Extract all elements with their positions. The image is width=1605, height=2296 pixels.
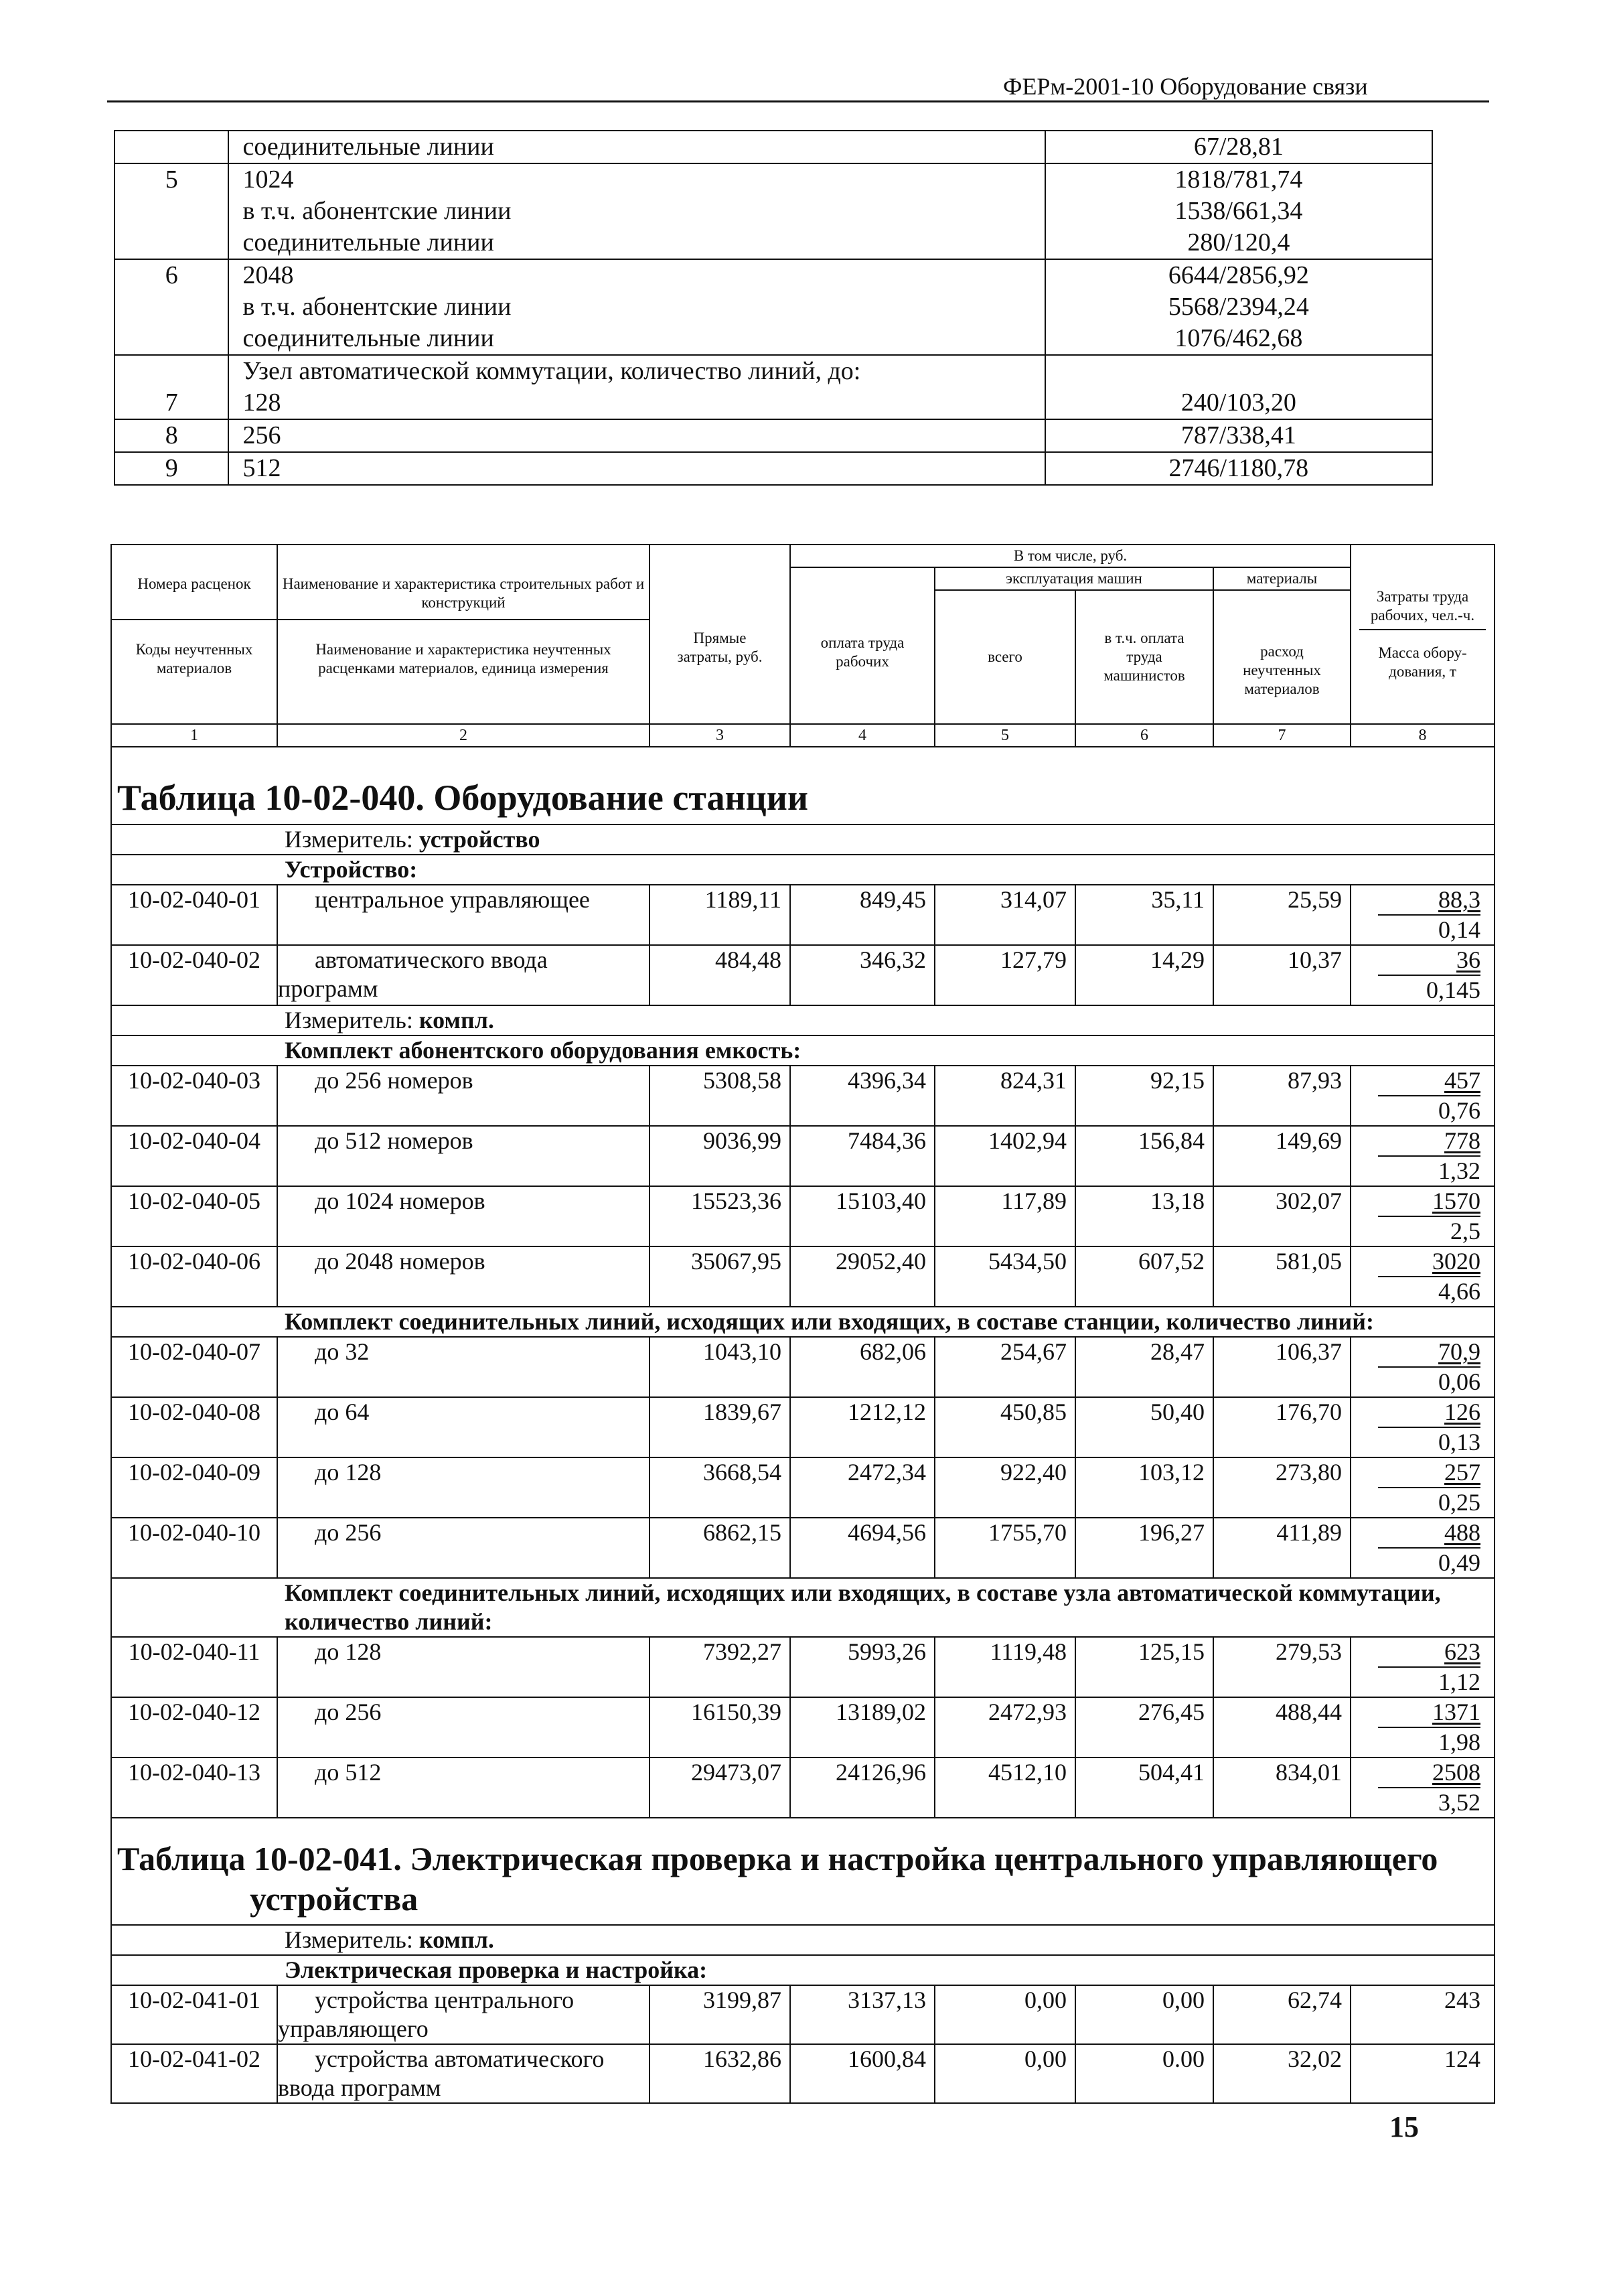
rate-name-line: управляющего (278, 2015, 429, 2042)
cost-mach-labor: 0.00 (1075, 2044, 1213, 2103)
column-number: 7 (1213, 724, 1351, 747)
rate-name-line: до 32 (315, 1338, 370, 1365)
cost-mat: 273,80 (1213, 1457, 1351, 1518)
cost-direct: 29473,07 (649, 1757, 790, 1818)
continuation-table (114, 130, 1433, 486)
cost-direct: 6862,15 (649, 1518, 790, 1578)
cost-mach: 450,85 (935, 1397, 1075, 1457)
rate-code: 10-02-040-06 (111, 1246, 277, 1307)
labor-hours: 88,3 (1438, 886, 1481, 913)
cost-direct: 7392,27 (649, 1637, 790, 1697)
equipment-mass: 2,5 (1378, 1216, 1480, 1246)
cost-mach-labor: 607,52 (1075, 1246, 1213, 1307)
rate-name-line: до 512 номеров (315, 1127, 473, 1154)
labor-hours: 2508 (1432, 1759, 1481, 1786)
cost-mat: 581,05 (1213, 1246, 1351, 1307)
labor-and-mass (1351, 1518, 1495, 1578)
column-number: 1 (111, 724, 277, 747)
cost-labor: 2472,34 (790, 1457, 935, 1518)
cost-direct: 5308,58 (649, 1066, 790, 1126)
description-line: соединительные линии (242, 324, 494, 352)
cost-mat: 149,69 (1213, 1126, 1351, 1186)
cost-mach-labor: 35,11 (1075, 885, 1213, 945)
description-line: 2048 (242, 261, 294, 289)
cost-mat: 62,74 (1213, 1985, 1351, 2044)
column-number: 2 (277, 724, 649, 747)
cost-mat: 279,53 (1213, 1637, 1351, 1697)
column-number: 8 (1351, 724, 1495, 747)
rate-code: 10-02-040-07 (111, 1337, 277, 1397)
header-machines-total: всего (935, 590, 1075, 724)
header-name (277, 545, 649, 724)
rate-name-line: до 1024 номеров (315, 1188, 485, 1214)
cost-mach: 2472,93 (935, 1697, 1075, 1757)
rate-code: 10-02-040-05 (111, 1186, 277, 1246)
row-description (228, 163, 1045, 259)
row-values (1045, 452, 1432, 485)
cost-labor: 7484,36 (790, 1126, 935, 1186)
labor-hours: 778 (1444, 1127, 1481, 1154)
row-values (1045, 163, 1432, 259)
rate-name-line: до 512 (315, 1759, 382, 1786)
full-width-row (111, 1307, 1495, 1337)
table-row (111, 2044, 1495, 2103)
description-line: в т.ч. абонентские линии (242, 197, 512, 225)
row-description (228, 131, 1045, 163)
header-material-name: Наименование и характеристика неучтенных расценками материалов, единица измерения (315, 641, 611, 676)
rate-name-line: программ (278, 975, 378, 1002)
cost-mach: 5434,50 (935, 1246, 1075, 1307)
cost-mat: 488,44 (1213, 1697, 1351, 1757)
cost-labor: 24126,96 (790, 1757, 935, 1818)
cost-labor: 5993,26 (790, 1637, 935, 1697)
table-row (111, 1985, 1495, 2044)
full-width-row (111, 1005, 1495, 1035)
equipment-mass: 0,49 (1378, 1547, 1480, 1577)
section-heading: Электрическая проверка и настройка: (111, 1955, 1495, 1985)
value-line: 1076/462,68 (1174, 324, 1303, 352)
rate-code: 10-02-040-02 (111, 945, 277, 1005)
labor-and-mass (1351, 1246, 1495, 1307)
header-materials: материалы (1213, 567, 1351, 590)
cost-mach-labor: 504,41 (1075, 1757, 1213, 1818)
rate-name (277, 1518, 649, 1578)
cost-mach-labor: 103,12 (1075, 1457, 1213, 1518)
description-line: соединительные линии (242, 133, 494, 161)
rate-name-line: до 2048 номеров (315, 1248, 485, 1275)
rate-code: 10-02-040-12 (111, 1697, 277, 1757)
description-line: в т.ч. абонентские линии (242, 293, 512, 321)
equipment-mass: 0,13 (1378, 1427, 1480, 1457)
header-material-codes: Коды неучтенных материалов (135, 641, 253, 676)
cost-mat: 32,02 (1213, 2044, 1351, 2103)
rate-name-line: до 128 (315, 1459, 382, 1486)
column-numbers-row (111, 724, 1495, 747)
section-heading: Комплект соединительных линий, исходящих или входящих, в составе станции, количество линий: (111, 1307, 1495, 1337)
unit-of-measure (111, 824, 1495, 855)
equipment-mass: 0,14 (1378, 914, 1480, 944)
row-values (1045, 131, 1432, 163)
rate-name-line: до 128 (315, 1638, 382, 1665)
table-row (111, 885, 1495, 945)
equipment-mass: 0,145 (1378, 975, 1480, 1005)
header-direct-costs: Прямые затраты, руб. (649, 545, 790, 724)
labor-hours: 243 (1444, 1987, 1481, 2013)
equipment-mass: 1,32 (1378, 1155, 1480, 1186)
cost-mach: 824,31 (935, 1066, 1075, 1126)
full-width-row (111, 1925, 1495, 1955)
measure-unit: устройство (418, 826, 540, 853)
row-number: 5 (114, 163, 228, 259)
row-values (1045, 419, 1432, 452)
labor-hours: 457 (1444, 1067, 1481, 1094)
cost-mach-labor: 196,27 (1075, 1518, 1213, 1578)
cost-mat: 411,89 (1213, 1518, 1351, 1578)
labor-and-mass (1351, 1397, 1495, 1457)
cost-mat: 302,07 (1213, 1186, 1351, 1246)
rate-code: 10-02-040-04 (111, 1126, 277, 1186)
continuation-row (114, 452, 1432, 485)
price-table (110, 544, 1495, 2104)
rate-name (277, 1985, 649, 2044)
row-description (228, 452, 1045, 485)
cost-mat: 87,93 (1213, 1066, 1351, 1126)
cost-mach: 1119,48 (935, 1637, 1075, 1697)
value-line: 787/338,41 (1180, 421, 1296, 449)
rate-name (277, 1757, 649, 1818)
row-number: 9 (114, 452, 228, 485)
cost-mach-labor: 50,40 (1075, 1397, 1213, 1457)
labor-and-mass (1351, 1985, 1495, 2044)
table-row (111, 1246, 1495, 1307)
row-number: 6 (114, 259, 228, 355)
rate-name-line: центральное управляющее (315, 886, 590, 913)
value-line: 5568/2394,24 (1168, 293, 1309, 321)
rate-name (277, 2044, 649, 2103)
cost-mach: 127,79 (935, 945, 1075, 1005)
description-line: соединительные линии (242, 228, 494, 257)
running-header: ФЕРм-2001-10 Оборудование связи (1003, 73, 1368, 100)
full-width-row (111, 824, 1495, 855)
section-heading: Комплект абонентского оборудования емкость: (111, 1035, 1495, 1066)
measure-unit: компл. (418, 1926, 494, 1953)
labor-hours: 488 (1444, 1519, 1481, 1546)
rate-name (277, 1066, 649, 1126)
rate-code: 10-02-040-10 (111, 1518, 277, 1578)
table-row (111, 1518, 1495, 1578)
cost-direct: 16150,39 (649, 1697, 790, 1757)
value-line (1046, 356, 1432, 387)
cost-mach: 117,89 (935, 1186, 1075, 1246)
equipment-mass: 1,98 (1378, 1727, 1480, 1757)
rate-name-line: до 256 (315, 1519, 382, 1546)
measure-unit: компл. (418, 1007, 494, 1033)
labor-and-mass (1351, 1637, 1495, 1697)
header-labor-mass (1351, 545, 1495, 724)
value-line: 1818/781,74 (1174, 165, 1303, 194)
table-row (111, 945, 1495, 1005)
equipment-mass: 4,66 (1378, 1276, 1480, 1306)
rate-name-line: устройства автоматического (315, 2046, 605, 2072)
rate-name-line: до 64 (315, 1398, 370, 1425)
description-line: 512 (242, 454, 281, 482)
rate-name-line: до 256 номеров (315, 1067, 473, 1094)
cost-direct: 1632,86 (649, 2044, 790, 2103)
rate-name (277, 1246, 649, 1307)
rate-name-line: ввода программ (278, 2074, 441, 2101)
cost-mat: 176,70 (1213, 1397, 1351, 1457)
cost-mach-labor: 125,15 (1075, 1637, 1213, 1697)
labor-hours: 1570 (1432, 1188, 1481, 1214)
cost-mach: 314,07 (935, 885, 1075, 945)
column-number: 5 (935, 724, 1075, 747)
labor-hours: 1371 (1432, 1699, 1481, 1725)
cost-labor: 15103,40 (790, 1186, 935, 1246)
cost-direct: 1043,10 (649, 1337, 790, 1397)
continuation-row (114, 163, 1432, 259)
cost-labor: 29052,40 (790, 1246, 935, 1307)
description-line: 256 (242, 421, 281, 449)
row-values (1045, 259, 1432, 355)
full-width-row (111, 1578, 1495, 1637)
cost-direct: 9036,99 (649, 1126, 790, 1186)
cost-labor: 13189,02 (790, 1697, 935, 1757)
cost-direct: 3199,87 (649, 1985, 790, 2044)
cost-mach-labor: 276,45 (1075, 1697, 1213, 1757)
header-rule (107, 100, 1489, 102)
unit-of-measure (111, 1005, 1495, 1035)
description-line: 128 (242, 388, 281, 417)
equipment-mass: 0,76 (1378, 1095, 1480, 1125)
rate-name-line: автоматического ввода (315, 946, 548, 973)
rate-code: 10-02-040-13 (111, 1757, 277, 1818)
measure-label: Измеритель: (285, 826, 419, 853)
row-description (228, 259, 1045, 355)
cost-mat: 106,37 (1213, 1337, 1351, 1397)
labor-hours: 124 (1444, 2046, 1481, 2072)
cost-mach: 0,00 (935, 2044, 1075, 2103)
header-row-1 (111, 545, 1495, 567)
rate-name (277, 1126, 649, 1186)
cost-direct: 1839,67 (649, 1397, 790, 1457)
cost-mach: 4512,10 (935, 1757, 1075, 1818)
continuation-row (114, 419, 1432, 452)
rate-name (277, 1457, 649, 1518)
rate-code: 10-02-040-03 (111, 1066, 277, 1126)
continuation-row (114, 259, 1432, 355)
row-number (114, 131, 228, 163)
labor-and-mass (1351, 1457, 1495, 1518)
rate-code: 10-02-040-08 (111, 1397, 277, 1457)
table-row (111, 1637, 1495, 1697)
cost-labor: 4694,56 (790, 1518, 935, 1578)
description-line: 1024 (242, 165, 294, 194)
table-row (111, 1757, 1495, 1818)
title-line: Таблица 10-02-041. Электрическая проверка и настройка центрального управляющего (117, 1840, 1438, 1877)
header-rates-codes (111, 545, 277, 724)
full-width-row (111, 747, 1495, 824)
value-line: 6644/2856,92 (1168, 261, 1309, 289)
labor-hours: 70,9 (1438, 1338, 1481, 1365)
labor-and-mass (1351, 2044, 1495, 2103)
rate-code: 10-02-040-01 (111, 885, 277, 945)
cost-mach-labor: 0,00 (1075, 1985, 1213, 2044)
table-row (111, 1066, 1495, 1126)
header-including: В том числе, руб. (790, 545, 1351, 567)
header-workers-pay: оплата труда рабочих (790, 567, 935, 724)
rate-name (277, 1397, 649, 1457)
row-number: 8 (114, 419, 228, 452)
labor-and-mass (1351, 945, 1495, 1005)
full-width-row (111, 1818, 1495, 1925)
cost-direct: 15523,36 (649, 1186, 790, 1246)
cost-labor: 1212,12 (790, 1397, 935, 1457)
labor-hours: 623 (1444, 1638, 1481, 1665)
section-heading: Комплект соединительных линий, исходящих или входящих, в составе узла автоматической коммутации, количество линий: (111, 1578, 1495, 1637)
rate-name (277, 945, 649, 1005)
cost-mach: 254,67 (935, 1337, 1075, 1397)
unit-of-measure (111, 1925, 1495, 1955)
labor-and-mass (1351, 1337, 1495, 1397)
cost-labor: 682,06 (790, 1337, 935, 1397)
header-unaccounted-materials: расход неучтенных материалов (1213, 590, 1351, 724)
labor-and-mass (1351, 1126, 1495, 1186)
equipment-mass: 0,25 (1378, 1487, 1480, 1517)
rate-code: 10-02-041-01 (111, 1985, 277, 2044)
labor-and-mass (1351, 1066, 1495, 1126)
cost-mach-labor: 14,29 (1075, 945, 1213, 1005)
value-line: 67/28,81 (1193, 133, 1284, 161)
cost-mat: 834,01 (1213, 1757, 1351, 1818)
rate-code: 10-02-040-11 (111, 1637, 277, 1697)
column-number: 6 (1075, 724, 1213, 747)
header-rate-numbers: Номера расценок (112, 571, 277, 620)
cost-labor: 3137,13 (790, 1985, 935, 2044)
rate-name-line: до 256 (315, 1699, 382, 1725)
rate-name (277, 1186, 649, 1246)
cost-mach-labor: 92,15 (1075, 1066, 1213, 1126)
labor-hours: 36 (1456, 946, 1481, 973)
full-width-row (111, 1955, 1495, 1985)
full-width-row (111, 1035, 1495, 1066)
description-line: Узел автоматической коммутации, количество линий, до: (242, 357, 861, 385)
rate-name (277, 1337, 649, 1397)
equipment-mass: 0,06 (1378, 1366, 1480, 1396)
value-line: 240/103,20 (1180, 388, 1296, 417)
labor-hours: 126 (1444, 1398, 1481, 1425)
value-line: 2746/1180,78 (1168, 454, 1309, 482)
equipment-mass: 3,52 (1378, 1787, 1480, 1817)
continuation-row (114, 131, 1432, 163)
labor-and-mass (1351, 1757, 1495, 1818)
cost-direct: 35067,95 (649, 1246, 790, 1307)
labor-and-mass (1351, 1697, 1495, 1757)
header-work-name: Наименование и характеристика строительных работ и конструкций (278, 571, 649, 620)
value-line: 1538/661,34 (1174, 197, 1303, 225)
cost-mach: 0,00 (935, 1985, 1075, 2044)
cost-mach-labor: 156,84 (1075, 1126, 1213, 1186)
rate-name-line: устройства центрального (315, 1987, 575, 2013)
measure-label: Измеритель: (285, 1007, 419, 1033)
measure-label: Измеритель: (285, 1926, 419, 1953)
cost-labor: 849,45 (790, 885, 935, 945)
table-row (111, 1337, 1495, 1397)
full-width-row (111, 855, 1495, 885)
row-values (1045, 355, 1432, 419)
cost-direct: 484,48 (649, 945, 790, 1005)
cost-labor: 346,32 (790, 945, 935, 1005)
cost-labor: 1600,84 (790, 2044, 935, 2103)
column-number: 4 (790, 724, 935, 747)
labor-hours: 257 (1444, 1459, 1481, 1486)
cost-direct: 1189,11 (649, 885, 790, 945)
rate-code: 10-02-041-02 (111, 2044, 277, 2103)
cost-mach-labor: 28,47 (1075, 1337, 1213, 1397)
table-row (111, 1126, 1495, 1186)
row-number: 7 (114, 355, 228, 419)
page-number: 15 (1389, 2110, 1419, 2143)
value-line: 280/120,4 (1187, 228, 1290, 257)
cost-mach: 1755,70 (935, 1518, 1075, 1578)
table-row (111, 1186, 1495, 1246)
equipment-mass: 1,12 (1378, 1666, 1480, 1697)
header-machines: эксплуатация машин (935, 567, 1213, 590)
header-labor-hours: Затраты труда рабочих, чел.-ч. (1359, 583, 1486, 630)
cost-mat: 10,37 (1213, 945, 1351, 1005)
rate-name (277, 1637, 649, 1697)
cost-mach: 1402,94 (935, 1126, 1075, 1186)
rate-name (277, 885, 649, 945)
row-description (228, 419, 1045, 452)
table-row (111, 1397, 1495, 1457)
cost-mach-labor: 13,18 (1075, 1186, 1213, 1246)
labor-and-mass (1351, 885, 1495, 945)
continuation-row (114, 355, 1432, 419)
column-number: 3 (649, 724, 790, 747)
table-title (111, 1818, 1495, 1925)
labor-hours: 3020 (1432, 1248, 1481, 1275)
cost-labor: 4396,34 (790, 1066, 935, 1126)
cost-mat: 25,59 (1213, 885, 1351, 945)
row-description (228, 355, 1045, 419)
rate-name (277, 1697, 649, 1757)
header-equipment-mass: Масса обору-дования, т (1378, 644, 1467, 680)
section-heading: Устройство: (111, 855, 1495, 885)
cost-direct: 3668,54 (649, 1457, 790, 1518)
labor-and-mass (1351, 1186, 1495, 1246)
rate-code: 10-02-040-09 (111, 1457, 277, 1518)
title-line: устройства (250, 1880, 418, 1918)
cost-mach: 922,40 (935, 1457, 1075, 1518)
table-title: Таблица 10-02-040. Оборудование станции (111, 747, 1495, 824)
table-row (111, 1457, 1495, 1518)
header-machinists-pay: в т.ч. оплата труда машинистов (1075, 590, 1213, 724)
table-row (111, 1697, 1495, 1757)
